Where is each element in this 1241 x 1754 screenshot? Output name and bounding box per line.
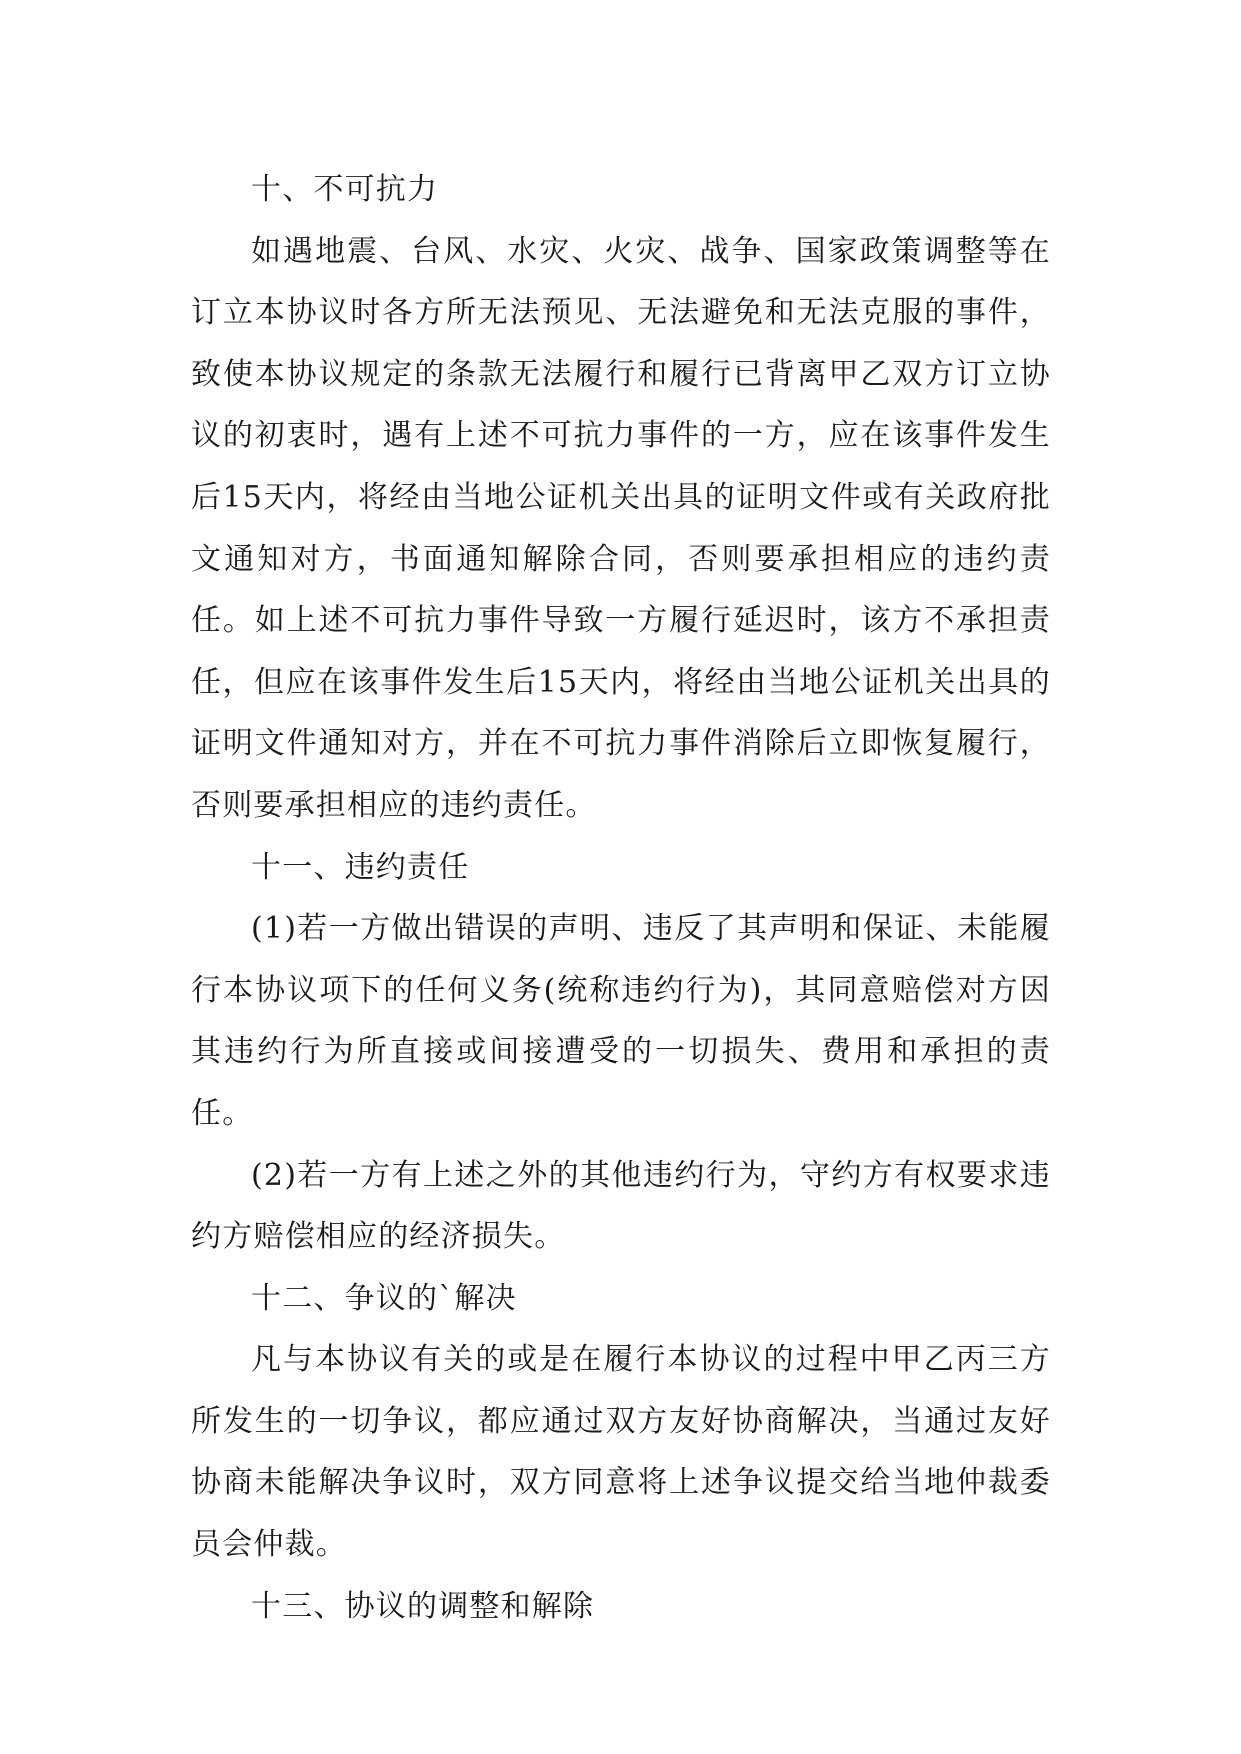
- section-heading-dispute: 十二、争议的`解决: [251, 1280, 517, 1316]
- section-heading-adjustment: 十三、协议的调整和解除: [251, 1588, 595, 1624]
- paragraph-dispute: 凡与本协议有关的或是在履行本协议的过程中甲乙丙三方所发生的一切争议，都应通过双方友好协商解决，当通过友好协商未能解决争议时，双方同意将上述争议提交给当地仲裁委员会仲裁。: [191, 1342, 1051, 1563]
- paragraph-liability-2: (2)若一方有上述之外的其他违约行为，守约方有权要求违约方赔偿相应的经济损失。: [191, 1157, 1051, 1255]
- section-heading-liability: 十一、违约责任: [251, 849, 470, 885]
- section-heading-force-majeure: 十、不可抗力: [251, 172, 439, 207]
- paragraph-liability-1: (1)若一方做出错误的声明、违反了其声明和保证、未能履行本协议项下的任何义务(统称违约行为)，其同意赔偿对方因其违约行为所直接或间接遭受的一切损失、费用和承担的责任。: [191, 911, 1051, 1131]
- paragraph-force-majeure: 如遇地震、台风、水灾、火灾、战争、国家政策调整等在订立本协议时各方所无法预见、无法避免和无法克服的事件，致使本协议规定的条款无法履行和履行已背离甲乙双方订立协议的初衷时，遇有上述不可抗力事件的一方，应在该事件发生后15天内，将经由当地公证机关出具的证明文件或有关政府批文通知对方，书面通知解除合同，否则要承担相应的违约责任。如上述不可抗力事件导致一方履行延迟时，该方不承担责任，但应在该事件发生后15天内，将经由当地公证机关出具的证明文件通知对方，并在不可抗力事件消除后立即恢复履行，否则要承担相应的违约责任。: [191, 233, 1051, 823]
- document-body: [191, 159, 1051, 1637]
